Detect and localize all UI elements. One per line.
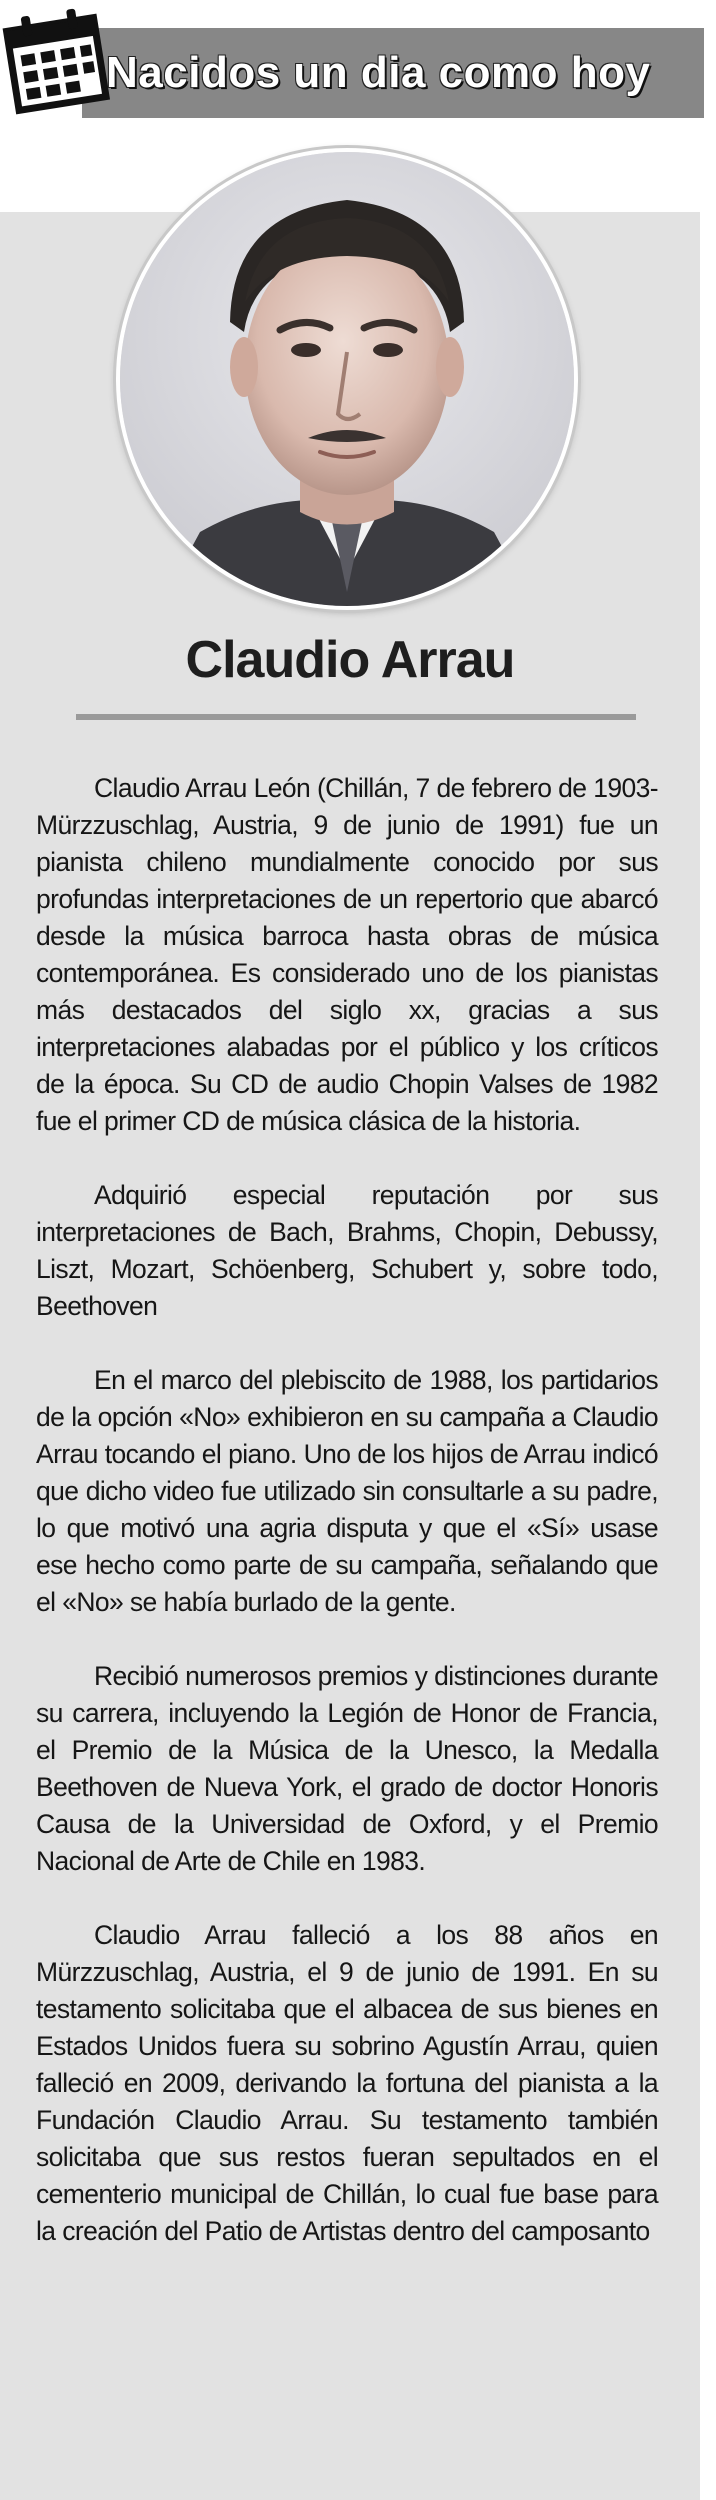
name-divider	[76, 714, 636, 720]
paragraph: Recibió numerosos premios y distinciones durante su carrera, incluyendo la Legión de Honor de Francia, el Premio de la Música de la Unesco, la Medalla Beethoven de Nueva York, el grado de doctor Honoris Causa de la Universidad de Oxford, y el Premio Nacional de Arte de Chile en 1983.	[36, 1661, 658, 1876]
person-name: Claudio Arrau	[185, 631, 515, 689]
section-header	[0, 0, 716, 120]
paragraph: Claudio Arrau falleció a los 88 años en Mürzzuschlag, Austria, el 9 de junio de 1991. En su testamento solicitaba que el albacea de sus bienes en Estados Unidos fuera su sobrino Agustín Arrau, quien falleció en 2009, derivando la fortuna del pianista a la Fundación Claudio Arrau. Su testamento también solicitaba que sus restos fueran sepultados en el cementerio municipal de Chillán, lo cual fue base para la creación del Patio de Artistas dentro del camposanto	[36, 1920, 658, 2246]
paragraph: Adquirió especial reputación por sus interpretaciones de Bach, Brahms, Chopin, Debussy, Liszt, Mozart, Schöenberg, Schubert y, sobre todo, Beethoven	[36, 1180, 658, 1321]
paragraph: Claudio Arrau León (Chillán, 7 de febrero de 1903-Mürzzuschlag, Austria, 9 de junio de 1991) fue un pianista chileno mundialmente conocido por sus profundas interpretaciones de un repertorio que abarcó desde la música barroca hasta obras de música contemporánea. Es considerado uno de los pianistas más destacados del siglo xx, gracias a sus interpretaciones alabadas por el público y los críticos de la época. Su CD de audio Chopin Valses de 1982 fue el primer CD de música clásica de la historia.	[36, 773, 658, 1136]
section-title: Nacidos un dia como hoy	[106, 48, 651, 97]
calendar-icon	[0, 0, 112, 118]
biography-text	[36, 770, 658, 2287]
paragraph: En el marco del plebiscito de 1988, los partidarios de la opción «No» exhibieron en su campaña a Claudio Arrau tocando el piano. Uno de los hijos de Arrau indicó que dicho video fue utilizado sin consultarle a su padre, lo que motivó una agria disputa y que el «Sí» usase ese hecho como parte de su campaña, señalando que el «No» se había burlado de la gente.	[36, 1365, 658, 1617]
portrait-photo	[116, 148, 578, 610]
